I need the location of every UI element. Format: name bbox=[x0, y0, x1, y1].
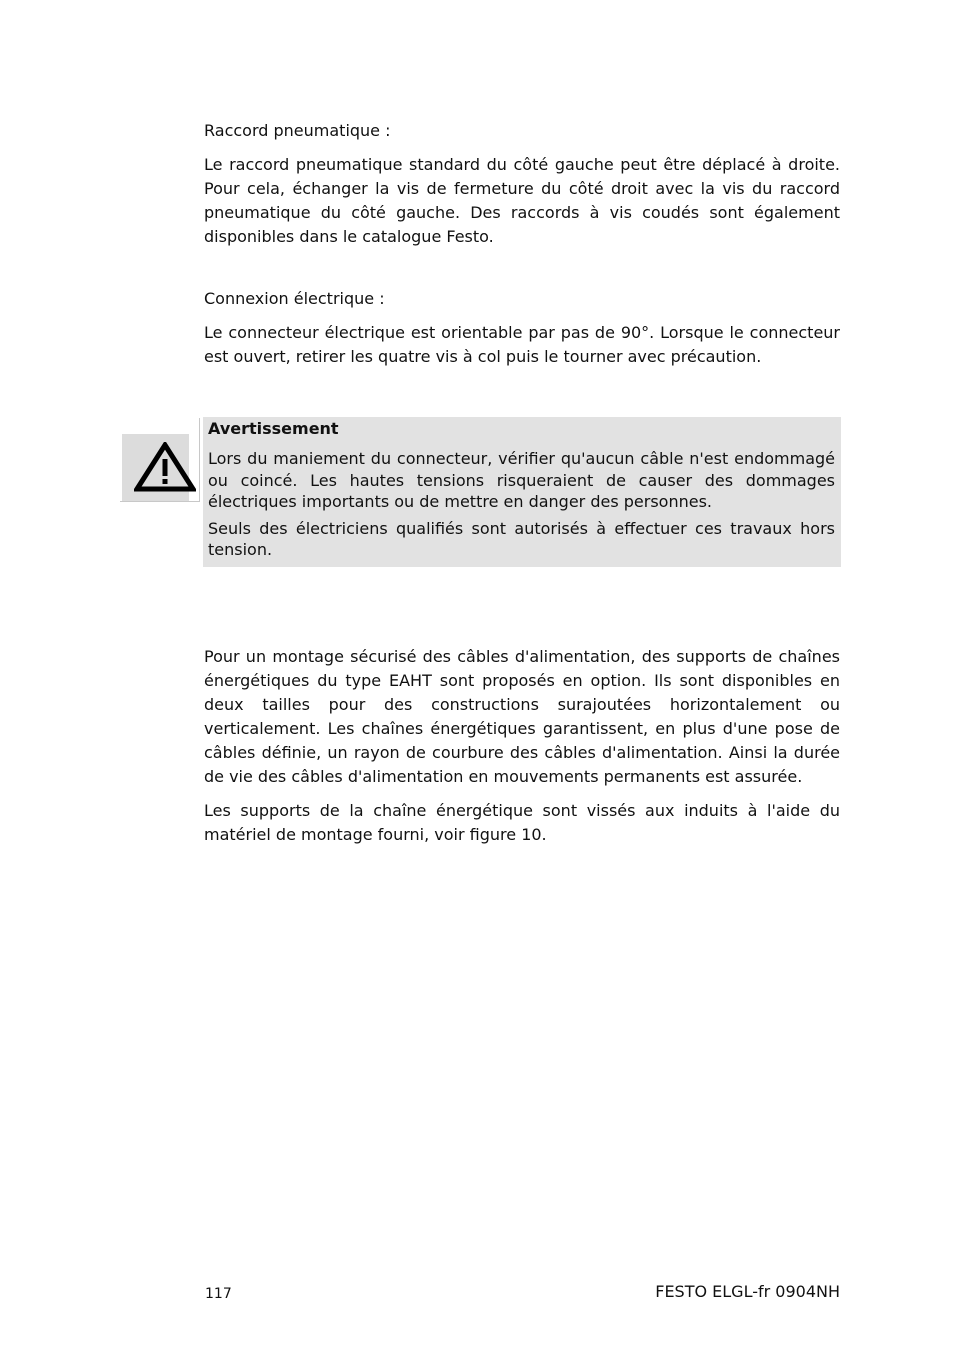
warning-icon-divider bbox=[199, 418, 200, 502]
page-number: 117 bbox=[205, 1286, 232, 1302]
warning-paragraph: Lors du maniement du connecteur, vérifier qu'aucun câble n'est endommagé ou coincé. Les hautes tensions risqueraient de causer des dommages électriques importants ou de mettre en danger des personnes. bbox=[208, 449, 835, 511]
warning-box bbox=[203, 417, 841, 567]
section-energy-chain bbox=[204, 645, 840, 847]
warning-paragraph: Seuls des électriciens qualifiés sont autorisés à effectuer ces travaux hors tension. bbox=[208, 518, 835, 559]
section-heading: Raccord pneumatique : bbox=[204, 121, 391, 140]
document-id: FESTO ELGL-fr 0904NH bbox=[655, 1282, 840, 1301]
warning-title: Avertissement bbox=[208, 419, 339, 438]
warning-triangle-icon bbox=[134, 442, 196, 492]
body-paragraph: Le raccord pneumatique standard du côté gauche peut être déplacé à droite. Pour cela, échanger la vis de fermeture du côté droit avec la vis du raccord pneumatique du côté gauche. Des raccords à vis coudés sont également disponibles dans le catalogue Festo. bbox=[204, 155, 840, 246]
section-electrical-connection bbox=[204, 287, 840, 369]
body-paragraph: Le connecteur électrique est orientable par pas de 90°. Lorsque le connecteur est ouvert, retirer les quatre vis à col puis le tourner avec précaution. bbox=[204, 323, 840, 366]
warning-icon-panel bbox=[122, 434, 189, 501]
section-pneumatic-connection bbox=[204, 119, 840, 249]
section-heading: Connexion électrique : bbox=[204, 289, 385, 308]
body-paragraph: Les supports de la chaîne énergétique sont vissés aux induits à l'aide du matériel de montage fourni, voir figure 10. bbox=[204, 801, 840, 844]
body-paragraph: Pour un montage sécurisé des câbles d'alimentation, des supports de chaînes énergétiques du type EAHT sont proposés en option. Ils sont disponibles en deux tailles pour des constructions surajoutées horizontalement ou verticalement. Les chaînes énergétiques garantissent, en plus d'une pose de câbles définie, un rayon de courbure des câbles d'alimentation. Ainsi la durée de vie des câbles d'alimentation en mouvements permanents est assurée. bbox=[204, 647, 840, 786]
warning-icon-divider bbox=[120, 501, 200, 502]
